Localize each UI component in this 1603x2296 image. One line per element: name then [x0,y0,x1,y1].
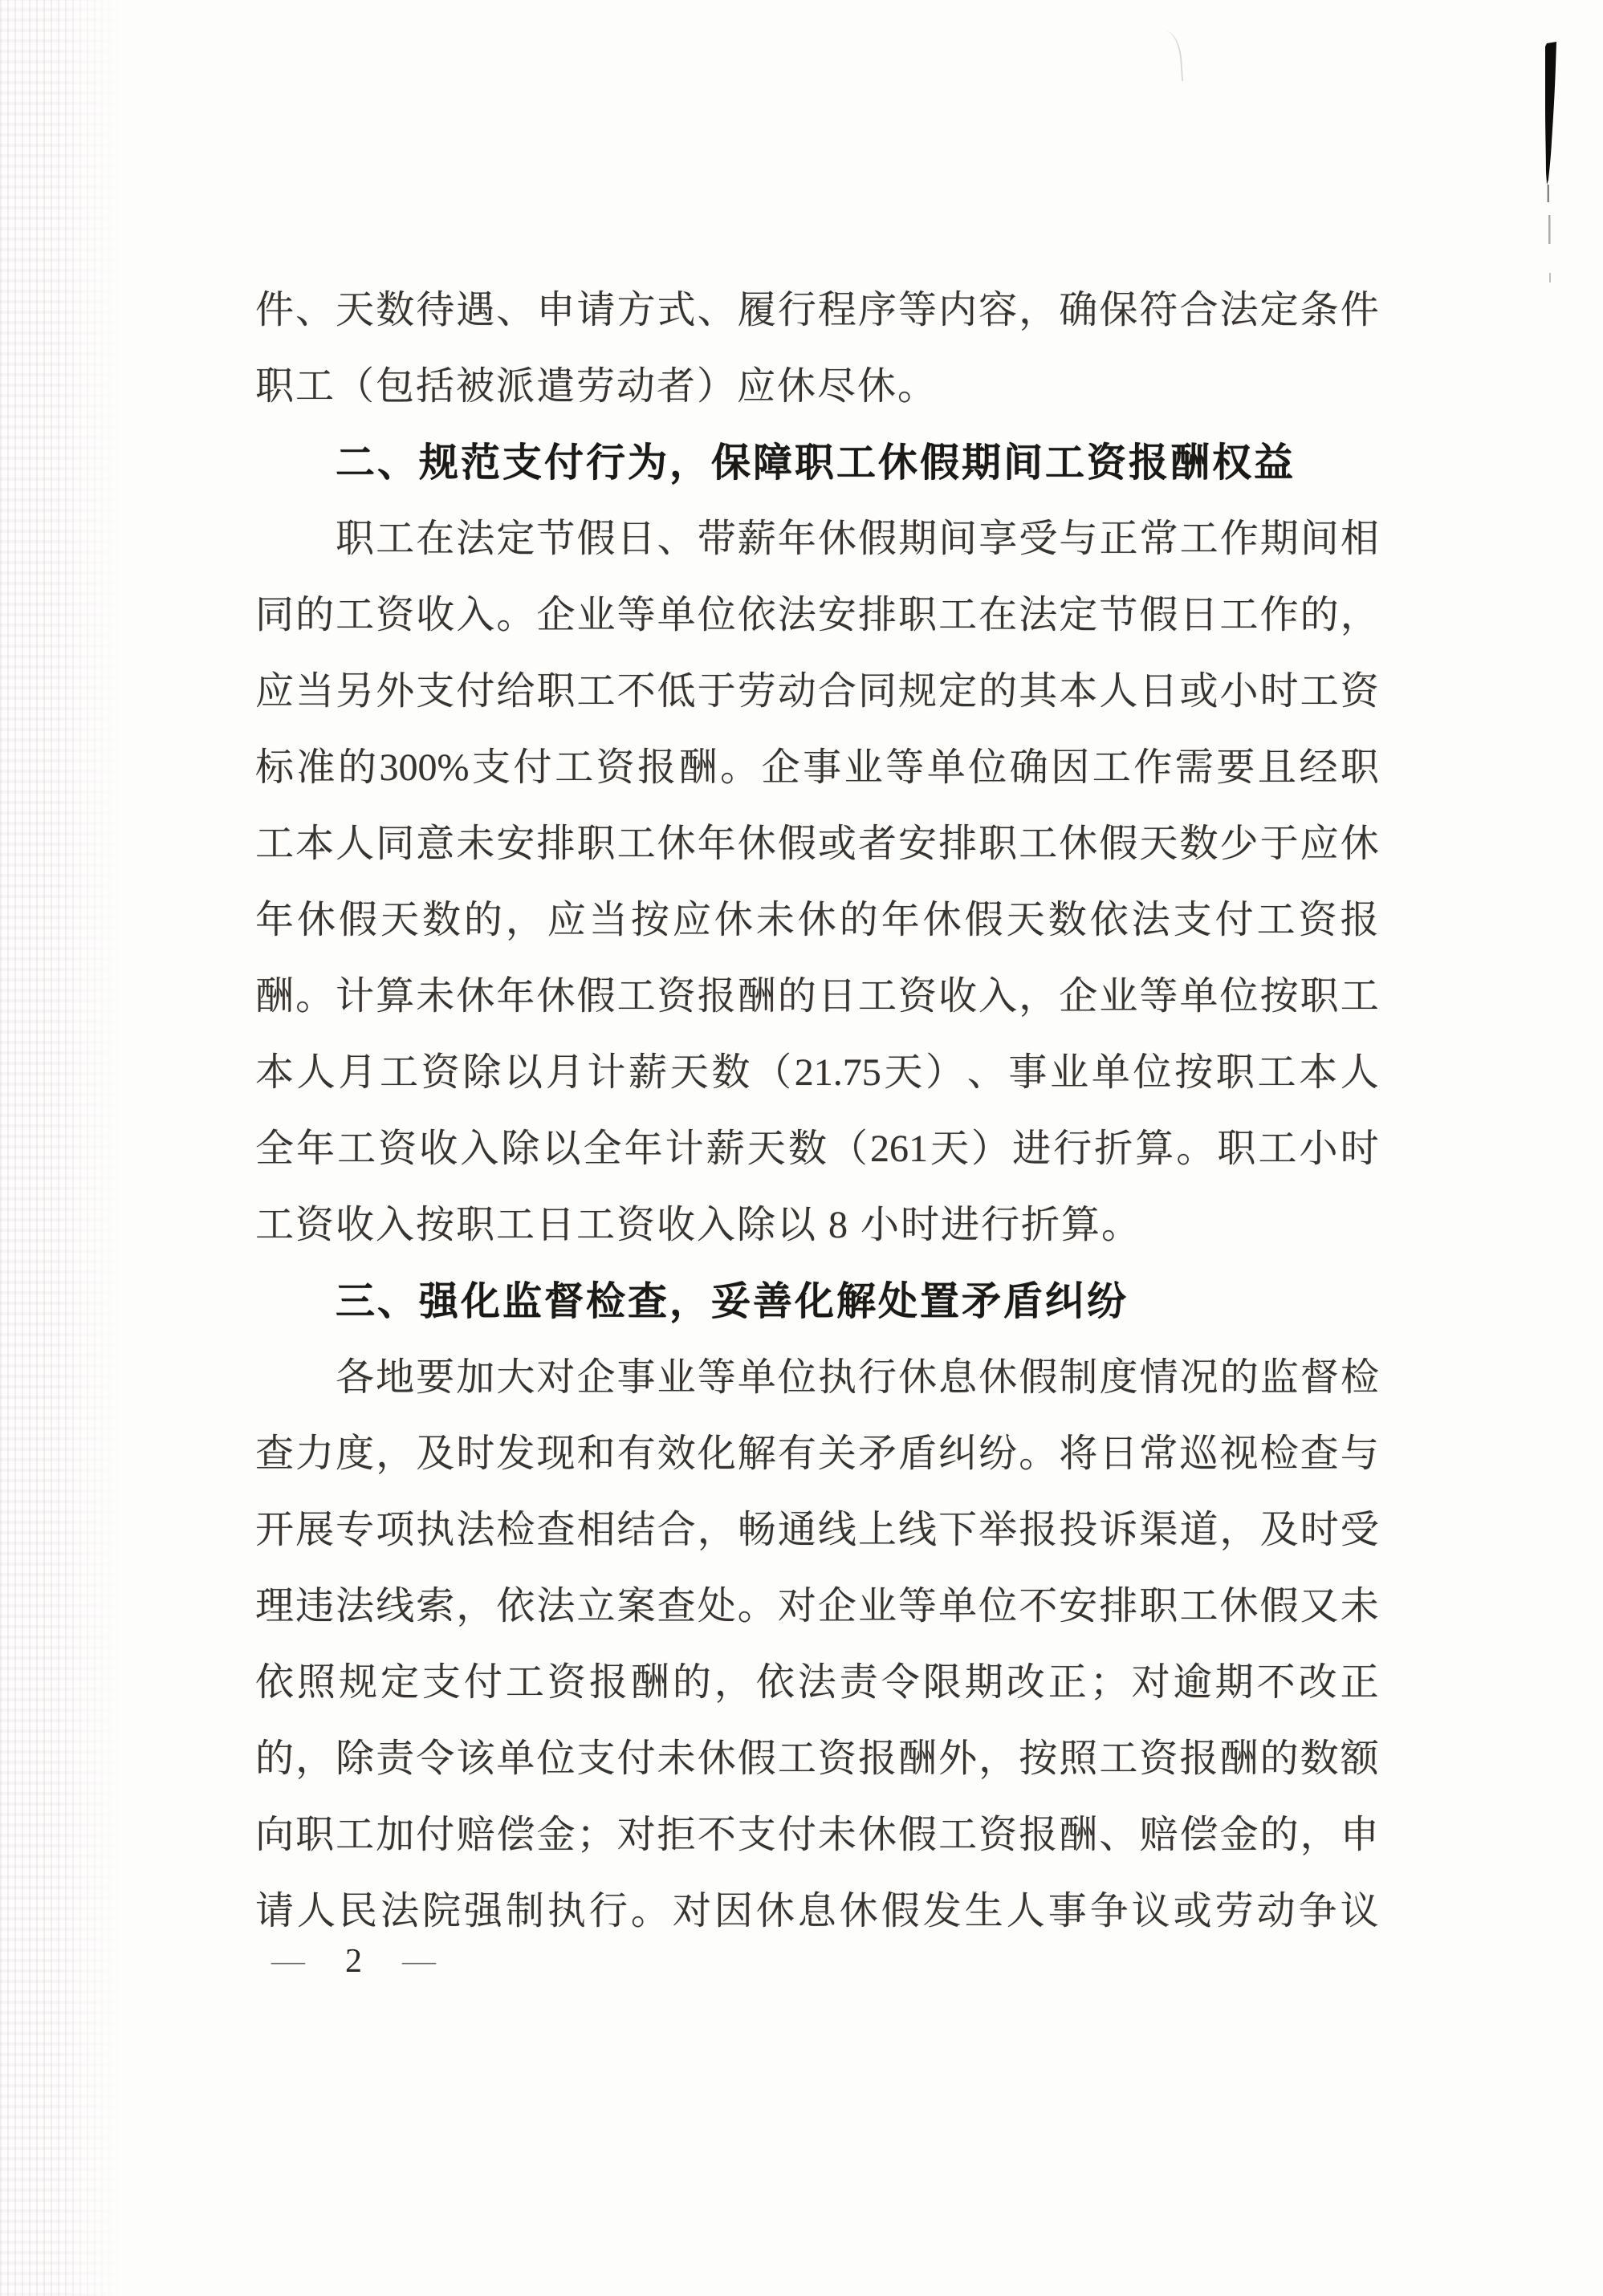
body-line: 应 当 另 外 支 付 给 职 工 不 低 于 劳 动 合 同 规 定 的 其 本 人 日 或 小 时 工 资 [255,670,1379,713]
document-body [255,286,1379,1963]
body-line: 开 展 专 项 执 法 检 查 相 结 合 ， 畅 通 线 上 线 下 举 报 投 诉 渠 道 ， 及 时 受 [255,1509,1379,1551]
body-line: 年 休 假 天 数 的 ， 应 当 按 应 休 未 休 的 年 休 假 天 数 依 法 支 付 工 资 报 [255,899,1379,941]
body-line: 向 职 工 加 付 赔 偿 金 ； 对 拒 不 支 付 未 休 假 工 资 报 酬 、 赔 偿 金 的 ， 申 [255,1814,1379,1856]
body-line: 的 ， 除 责 令 该 单 位 支 付 未 休 假 工 资 报 酬 外 ， 按 照 工 资 报 酬 的 数 额 [255,1737,1379,1780]
body-line: 职 工 在 法 定 节 假 日 、 带 薪 年 休 假 期 间 享 受 与 正 常 工 作 期 间 相 [336,518,1379,560]
body-line: 理 违 法 线 索 ， 依 法 立 案 查 处 。 对 企 业 等 单 位 不 安 排 职 工 休 假 又 未 [255,1585,1379,1628]
body-line: 本 人 月 工 资 除 以 月 计 薪 天 数 （ 21.75 天 ） 、 事 业 单 位 按 职 工 本 人 [255,1051,1379,1094]
body-line: 标 准 的 300% 支 付 工 资 报 酬 。 企 事 业 等 单 位 确 因 工 作 需 要 且 经 职 [255,746,1379,789]
left-edge-scan-noise-icon [0,0,120,2296]
scanner-ink-streak-icon [1538,42,1562,292]
body-line: 同 的 工 资 收 入 。 企 业 等 单 位 依 法 安 排 职 工 在 法 定 节 假 日 工 作 的 ， [255,594,1379,636]
page-number: 2 [345,1943,362,1980]
body-line: 工资收入按职工日工资收入除以 8 小时进行折算。 [255,1204,1142,1246]
body-line: 件 、 天 数 待 遇 、 申 请 方 式 、 履 行 程 序 等 内 容 ， 确 保 符 合 法 定 条 件 [255,289,1379,331]
body-line: 请 人 民 法 院 强 制 执 行 。 对 因 休 息 休 假 发 生 人 事 争 议 或 劳 动 争 议 [255,1890,1379,1932]
scan-hairline-icon [1164,30,1183,82]
body-line: 依 照 规 定 支 付 工 资 报 酬 的 ， 依 法 责 令 限 期 改 正 ； 对 逾 期 不 改 正 [255,1661,1379,1704]
body-line: 工 本 人 同 意 未 安 排 职 工 休 年 休 假 或 者 安 排 职 工 休 假 天 数 少 于 应 休 [255,823,1379,865]
section-heading-3: 三、强化监督检查，妥善化解处置矛盾纠纷 [336,1280,1129,1323]
footer-dash-right: — [402,1947,436,1976]
page-footer [271,1942,436,1981]
body-line: 查 力 度 ， 及 时 发 现 和 有 效 化 解 有 关 矛 盾 纠 纷 。 将 日 常 巡 视 检 查 与 [255,1432,1379,1475]
body-line: 各 地 要 加 大 对 企 事 业 等 单 位 执 行 休 息 休 假 制 度 情 况 的 监 督 检 [336,1356,1379,1399]
footer-dash-left: — [271,1947,305,1976]
body-line: 全 年 工 资 收 入 除 以 全 年 计 薪 天 数 （ 261 天 ） 进 行 折 算 。 职 工 小 时 [255,1128,1379,1170]
body-line: 职工（包括被派遣劳动者）应休尽休。 [255,365,938,408]
body-line: 酬 。 计 算 未 休 年 休 假 工 资 报 酬 的 日 工 资 收 入 ， 企 业 等 单 位 按 职 工 [255,975,1379,1018]
section-heading-2: 二、规范支付行为，保障职工休假期间工资报酬权益 [336,441,1296,485]
